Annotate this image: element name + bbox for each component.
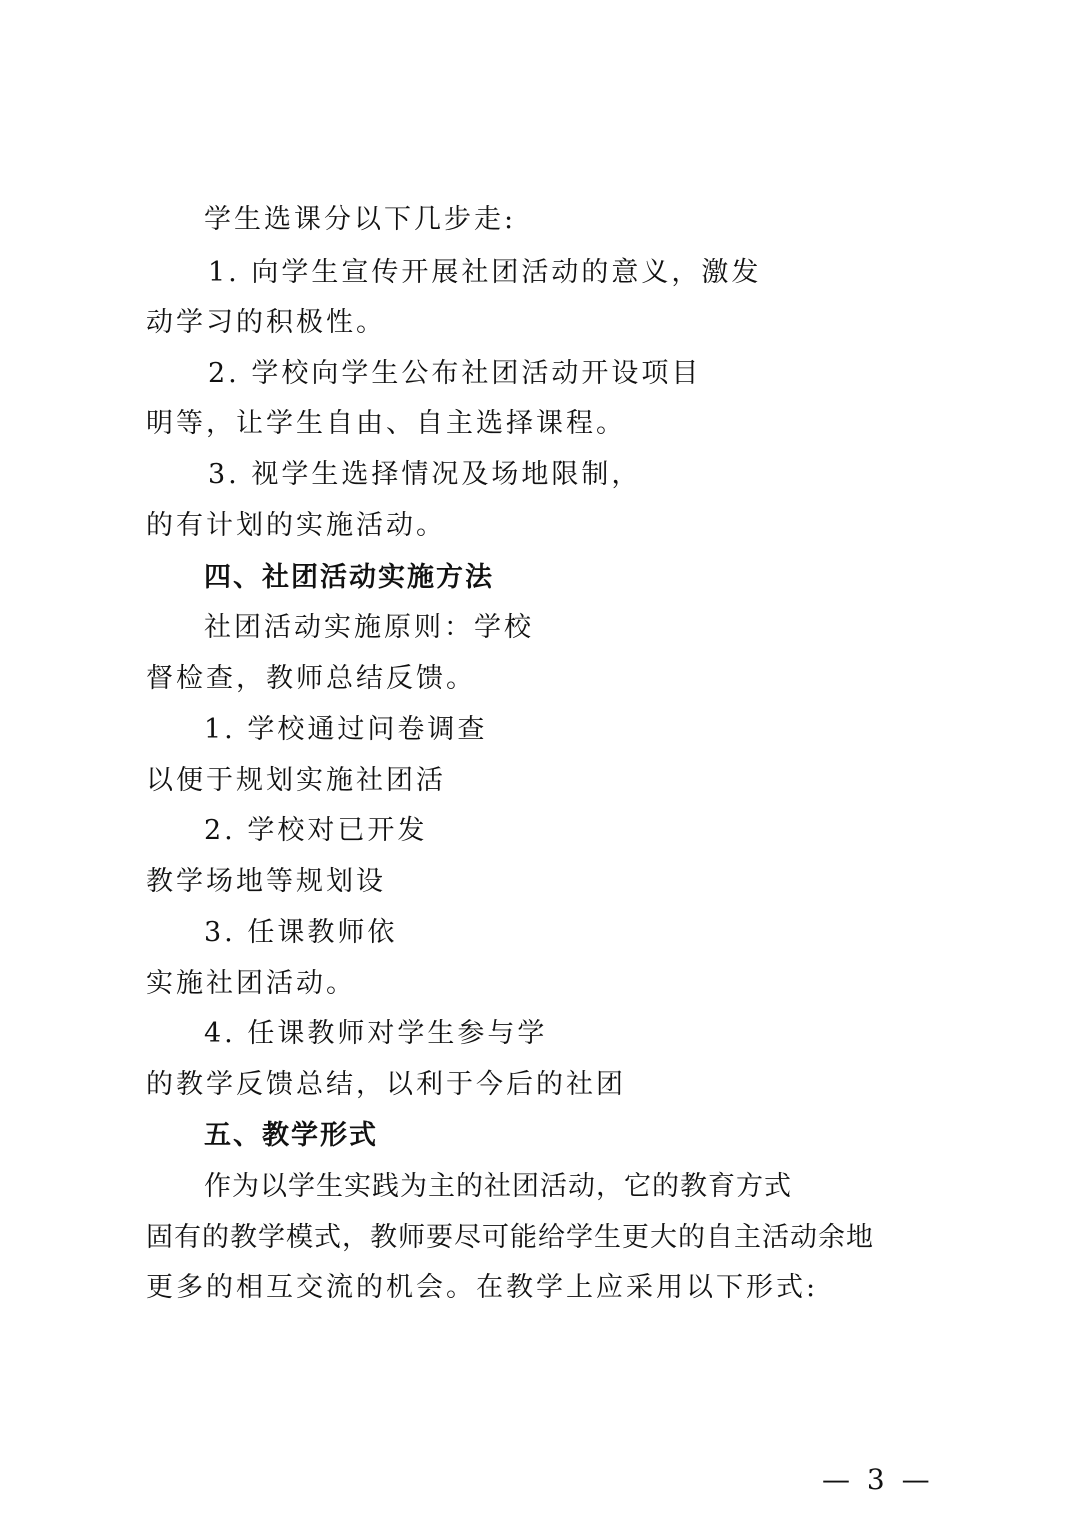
list-item: 2. 学校向学生公布社团活动开设项目 (208, 358, 702, 389)
section-heading: 五、教学形式 (204, 1120, 378, 1151)
list-item: 4. 任课教师对学生参与学 (204, 1018, 548, 1049)
list-item: 1. 向学生宣传开展社团活动的意义，激发 (208, 257, 762, 288)
text-line: 明等，让学生自由、自主选择课程。 (146, 408, 626, 439)
text-line: 督检查，教师总结反馈。 (146, 663, 476, 694)
text-line: 的教学反馈总结，以利于今后的社团 (146, 1069, 626, 1100)
text-line: 以便于规划实施社团活 (146, 765, 446, 796)
section-heading: 四、社团活动实施方法 (204, 562, 494, 593)
text-line: 动学习的积极性。 (146, 307, 386, 338)
text-line: 学生选课分以下几步走: (204, 204, 517, 235)
list-item: 1. 学校通过问卷调查 (204, 714, 488, 745)
text-line: 作为以学生实践为主的社团活动，它的教育方式 (204, 1171, 792, 1202)
text-line: 社团活动实施原则：学校 (204, 612, 534, 643)
list-item: 3. 视学生选择情况及场地限制， (208, 459, 642, 490)
text-line: 教学场地等规划设 (146, 866, 386, 897)
text-line: 的有计划的实施活动。 (146, 510, 446, 541)
text-line: 实施社团活动。 (146, 968, 356, 999)
text-line: 更多的相互交流的机会。在教学上应采用以下形式: (146, 1272, 819, 1303)
page-number: — 3 — (822, 1463, 934, 1496)
list-item: 3. 任课教师依 (204, 917, 398, 948)
list-item: 2. 学校对已开发 (204, 815, 428, 846)
text-line: 固有的教学模式，教师要尽可能给学生更大的自主活动余地 (146, 1222, 874, 1253)
